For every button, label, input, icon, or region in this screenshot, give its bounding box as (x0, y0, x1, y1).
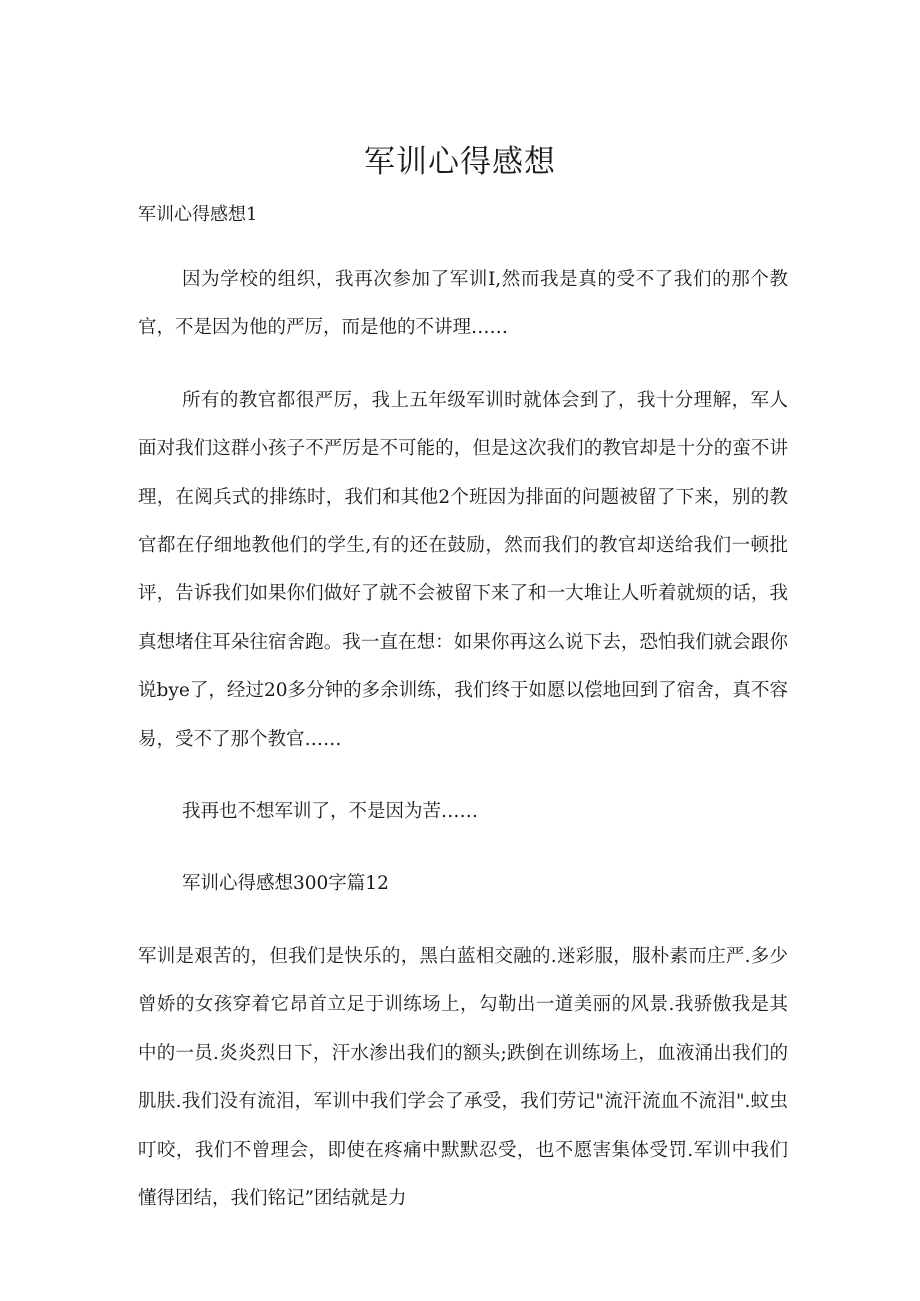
document-title: 军训心得感想 (364, 144, 556, 180)
section-heading: 军训心得感想300字篇12 (182, 873, 389, 895)
document-body (138, 256, 788, 1223)
paragraph-3: 我再也不想军训了，不是因为苦…… (182, 801, 479, 823)
paragraph-5: 军训是艰苦的，但我们是快乐的，黑白蓝相交融的.迷彩服，服朴素而庄严.多少曾娇的女孩穿着它昂首立足于训练场上，勾勒出一道美丽的风景.我骄傲我是其中的一员.炎炎烈日下，汗水渗出我们的额头;跌倒在训练场上，血液涌出我们的肌肤.我们没有流泪，军训中我们学会了承受，我们劳记"流汗流血不流泪".蚊虫叮咬，我们不曾理会，即使在疼痛中默默忍受，也不愿害集体受罚.军训中我们懂得团结，我们铭记”团结就是力 (138, 945, 788, 1209)
document-subtitle: 军训心得感想1 (138, 204, 258, 225)
paragraph-2: 所有的教官都很严厉，我上五年级军训时就体会到了，我十分理解，军人面对我们这群小孩子不严厉是不可能的，但是这次我们的教官却是十分的蛮不讲理，在阅兵式的排练时，我们和其他2个班因为排面的问题被留了下来，别的教官都在仔细地教他们的学生,有的还在鼓励，然而我们的教官却送给我们一顿批评，告诉我们如果你们做好了就不会被留下来了和一大堆让人听着就烦的话，我真想堵住耳朵往宿舍跑。我一直在想：如果你再这么说下去，恐怕我们就会跟你说bye了，经过20多分钟的多余训练，我们终于如愿以偿地回到了宿舍，真不容易，受不了那个教官…… (138, 389, 788, 750)
paragraph-1: 因为学校的组织，我再次参加了军训I,然而我是真的受不了我们的那个教官，不是因为他的严厉，而是他的不讲理…… (138, 269, 788, 339)
